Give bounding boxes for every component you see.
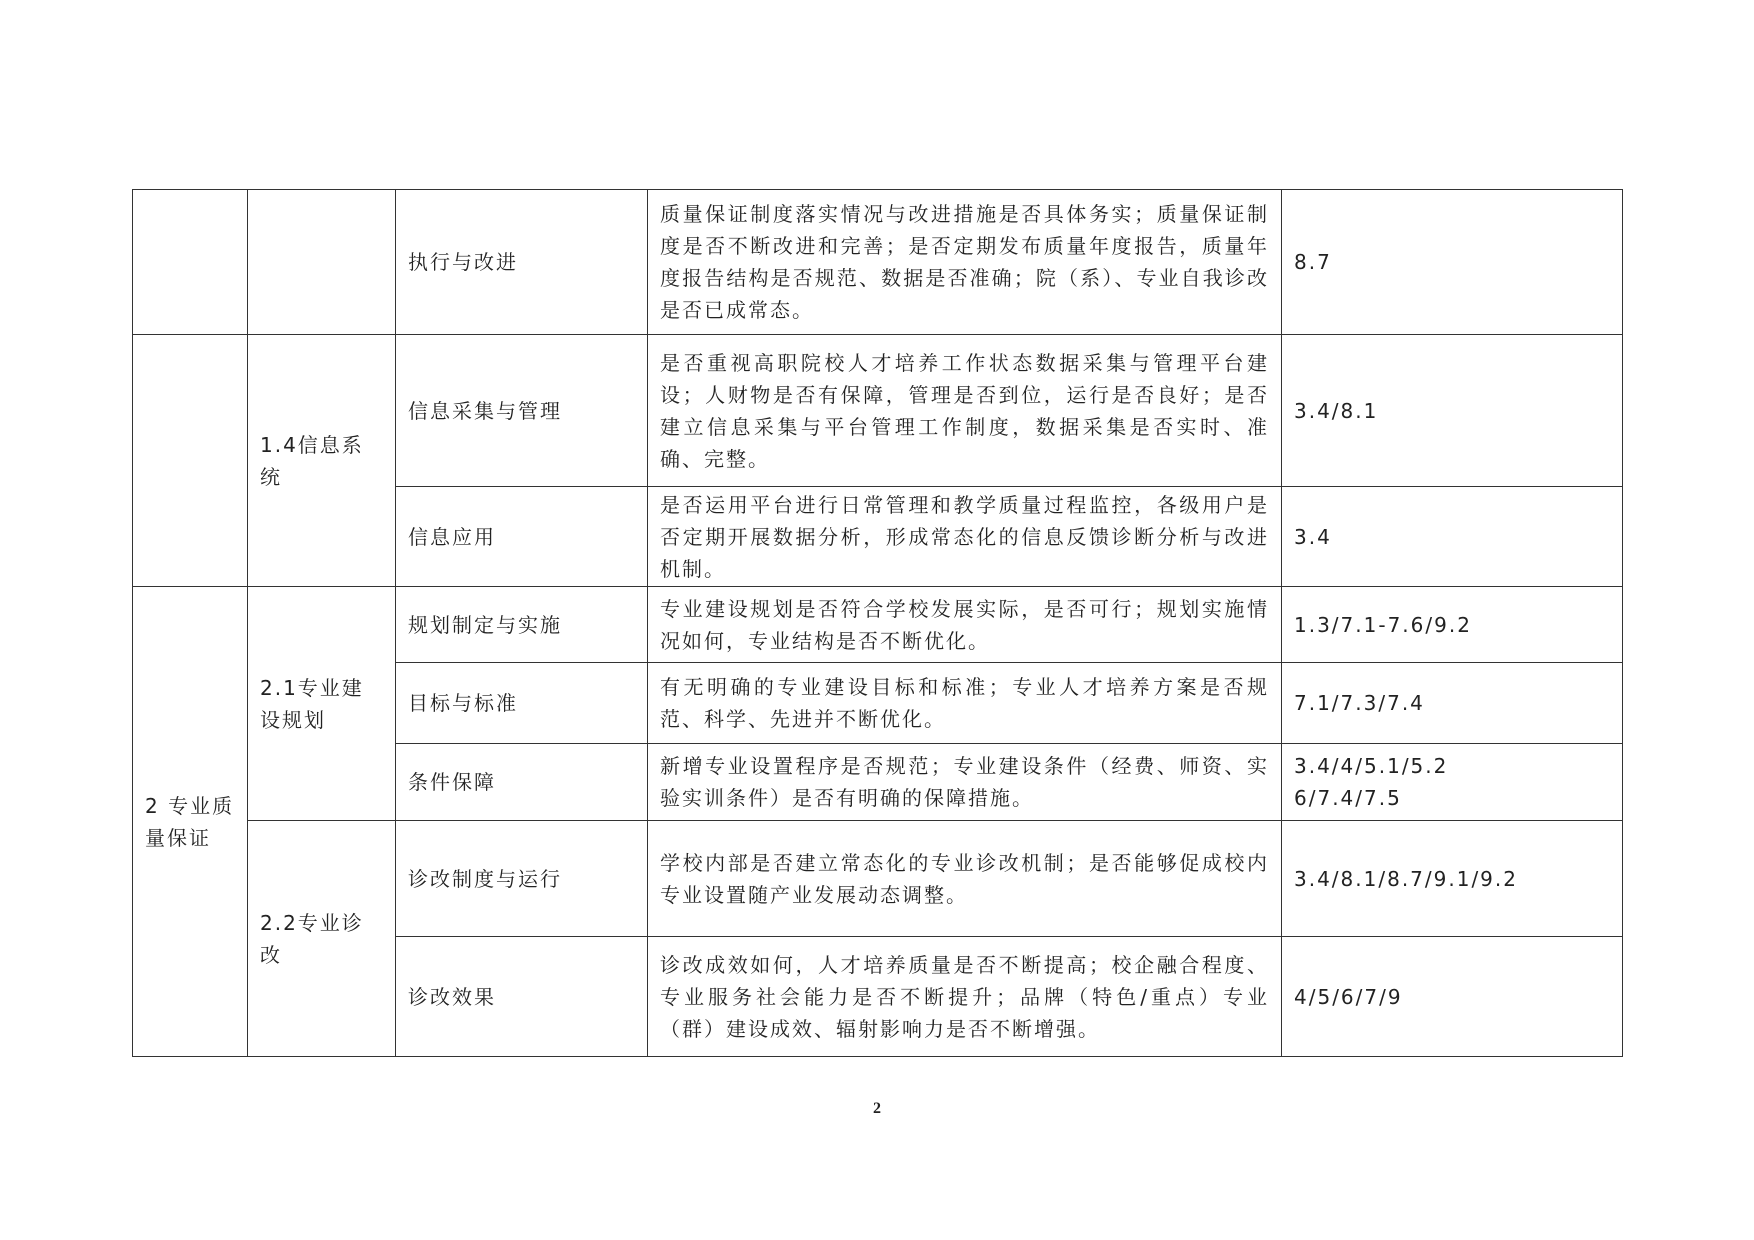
observation-point-cell: 信息采集与管理 (396, 335, 648, 487)
observation-point-cell: 目标与标准 (396, 663, 648, 744)
inspection-content-cell: 专业建设规划是否符合学校发展实际，是否可行；规划实施情况如何，专业结构是否不断优化。 (648, 587, 1282, 663)
secondary-indicator-cell-empty (248, 190, 396, 335)
secondary-indicator-cell: 1.4信息系统 (248, 335, 396, 587)
reference-cell (1282, 190, 1623, 335)
reference-cell (1282, 335, 1623, 487)
observation-point-cell: 条件保障 (396, 744, 648, 821)
page-number: 2 (873, 1100, 881, 1117)
reference-cell (1282, 821, 1623, 937)
reference-cell (1282, 587, 1623, 663)
inspection-content-cell: 是否运用平台进行日常管理和教学质量过程监控，各级用户是否定期开展数据分析，形成常态化的信息反馈诊断分析与改进机制。 (648, 487, 1282, 587)
table-row (133, 190, 1623, 335)
reference-value: 3.4 (1294, 524, 1332, 549)
inspection-content-cell: 诊改成效如何，人才培养质量是否不断提高；校企融合程度、专业服务社会能力是否不断提升；品牌（特色/重点）专业（群）建设成效、辐射影响力是否不断增强。 (648, 937, 1282, 1057)
reference-cell (1282, 744, 1623, 821)
reference-value: 3.4/8.1/8.7/9.1/9.2 (1294, 866, 1518, 891)
observation-point-cell: 执行与改进 (396, 190, 648, 335)
reference-value: 1.3/7.1-7.6/9.2 (1294, 612, 1472, 637)
observation-point-cell: 诊改效果 (396, 937, 648, 1057)
primary-indicator-cell: 2 专业质量保证 (133, 587, 248, 1057)
secondary-indicator-cell: 2.2专业诊改 (248, 821, 396, 1057)
reference-value: 7.1/7.3/7.4 (1294, 691, 1425, 715)
primary-indicator-cell-empty (133, 190, 248, 335)
reference-cell (1282, 937, 1623, 1057)
reference-value: 6/7.4/7.5 (1294, 786, 1402, 810)
secondary-indicator-cell: 2.1专业建设规划 (248, 587, 396, 821)
primary-indicator-cell-empty (133, 335, 248, 587)
reference-value: 8.7 (1294, 250, 1332, 274)
reference-value: 3.4/8.1 (1294, 398, 1379, 423)
reference-cell (1282, 487, 1623, 587)
inspection-content-cell: 学校内部是否建立常态化的专业诊改机制；是否能够促成校内专业设置随产业发展动态调整。 (648, 821, 1282, 937)
inspection-content-cell: 新增专业设置程序是否规范；专业建设条件（经费、师资、实验实训条件）是否有明确的保障措施。 (648, 744, 1282, 821)
reference-value: 4/5/6/7/9 (1294, 984, 1403, 1009)
inspection-content-cell: 有无明确的专业建设目标和标准；专业人才培养方案是否规范、科学、先进并不断优化。 (648, 663, 1282, 744)
inspection-content-cell: 是否重视高职院校人才培养工作状态数据采集与管理平台建设；人财物是否有保障，管理是否到位，运行是否良好；是否建立信息采集与平台管理工作制度，数据采集是否实时、准确、完整。 (648, 335, 1282, 487)
inspection-content-cell: 质量保证制度落实情况与改进措施是否具体务实；质量保证制度是否不断改进和完善；是否定期发布质量年度报告，质量年度报告结构是否规范、数据是否准确；院（系）、专业自我诊改是否已成常态。 (648, 190, 1282, 335)
table-row (133, 821, 1623, 937)
table-row (133, 587, 1623, 663)
observation-point-cell: 信息应用 (396, 487, 648, 587)
table-row (133, 335, 1623, 487)
observation-point-cell: 诊改制度与运行 (396, 821, 648, 937)
evaluation-table (132, 189, 1623, 1057)
observation-point-cell: 规划制定与实施 (396, 587, 648, 663)
reference-value: 3.4/4/5.1/5.2 (1294, 754, 1449, 778)
reference-cell (1282, 663, 1623, 744)
